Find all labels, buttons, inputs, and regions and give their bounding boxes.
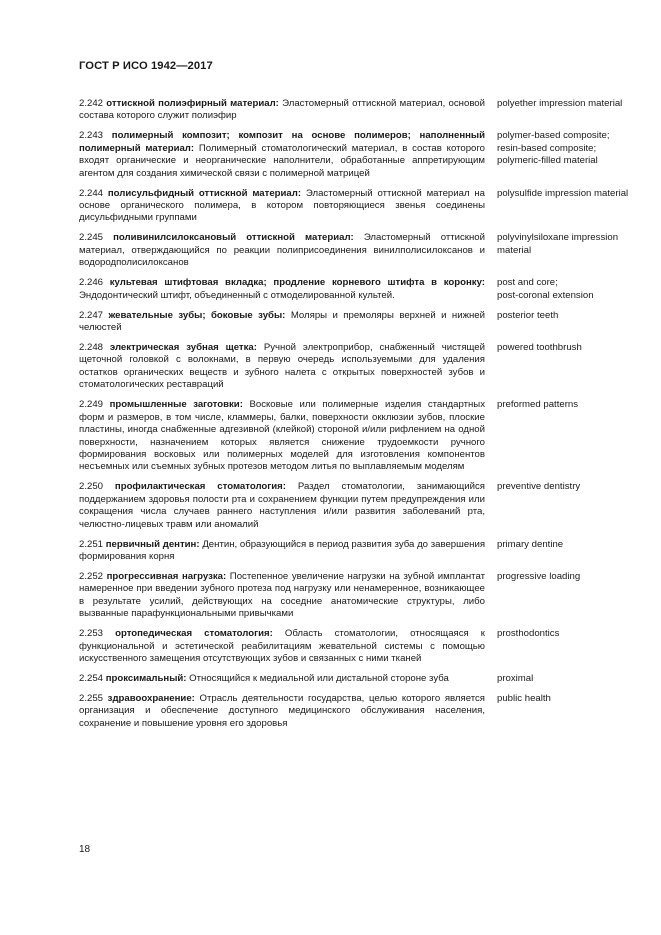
term-definition-ru (79, 399, 485, 473)
term-definition: Постепенное увеличение нагрузки на зубной имплантат намеренное при введении зубного протеза под нагрузку или ненамеренное, возникающее в результате усилий, действующих на соседние анатомические структуры, либо вызванные парафункциональными привычками (79, 570, 485, 620)
term-definition-ru (79, 310, 485, 335)
term-number: 2.247 (79, 309, 104, 321)
term-english: powered toothbrush (497, 342, 582, 354)
term-entry (79, 188, 639, 225)
term-definition-ru (79, 277, 485, 302)
term-number: 2.252 (79, 570, 104, 582)
term-number: 2.244 (79, 187, 104, 199)
term-english: proximal (497, 672, 534, 684)
term-definition-ru (79, 232, 485, 269)
term-definition: Относящийся к медиальной или дистальной стороне зуба (189, 672, 449, 684)
term-definition: Раздел стоматологии, занимающийся поддержанием здоровья полости рта и сохранением функции путем предупреждения или сокращения числа случаев раннего наступления и/или развития заболеваний рта, челюстно-лицевых травм или аномалий (79, 481, 485, 530)
term-number: 2.250 (79, 481, 104, 493)
term-number: 2.242 (79, 98, 104, 109)
term-name: прогрессивная нагрузка: (106, 570, 227, 582)
term-entry (79, 693, 639, 730)
term-entry (79, 130, 639, 180)
term-english: preformed patterns (497, 399, 579, 411)
term-name: поливинилсилоксановый оттискной материал: (113, 232, 354, 244)
term-english: post and core; post-coronal extension (497, 277, 594, 301)
term-name: первичный дентин: (105, 538, 200, 550)
term-definition-ru (79, 130, 485, 180)
term-english: polyether impression material (497, 98, 623, 109)
term-definition-ru (79, 693, 485, 730)
term-definition: Полимерный стоматологический материал, в состав которого входят органические и неорганические наполнители, обработанные аппретирующим агентом для создания химической связи с полимерной матрицей (79, 142, 485, 179)
term-entry (79, 399, 639, 473)
term-definition: Эластомерный оттискной материал, основой состава которого служит полиэфир (79, 98, 486, 122)
term-definition: Дентин, образующийся в период развития зуба до завершения формирования корня (79, 538, 486, 562)
term-definition: Ручной электроприбор, снабженный чистящей щеточной головкой с волокнами, в первую очередь используемыми для удаления остатков органических веществ и зубного налета с открытых поверхностей зубов и стоматологических реставраций (79, 342, 485, 391)
term-name: культевая штифтовая вкладка; продление корневого штифта в коронку: (109, 277, 486, 289)
term-entry (79, 232, 639, 269)
term-name: ортопедическая стоматология: (115, 628, 273, 640)
term-number: 2.246 (79, 277, 104, 289)
term-definition-ru (79, 481, 485, 531)
term-number: 2.243 (79, 130, 104, 142)
page-number: 18 (79, 844, 91, 855)
document-header: ГОСТ Р ИСО 1942—2017 (79, 60, 213, 72)
term-entry (79, 628, 639, 665)
term-number: 2.245 (79, 232, 104, 244)
term-name: профилактическая стоматология: (114, 481, 286, 493)
term-entry (79, 277, 639, 302)
term-name: проксимальный: (105, 672, 187, 684)
term-number: 2.254 (79, 672, 104, 684)
term-definition: Восковые или полимерные изделия стандартных форм и размеров, в том числе, кламмеры, балки, поверхности окклюзии зубов, плоские пластины, иногда снабженные адгезивной (клейкой) стороной и/или рифлением на одной поверхности, назначением которых является снижение трудоемкости ручного формирования восковых или полимерных моделей для изготовления компонентов несъемных или съемных зубных протезов методом литья по выплавляемым моделям (79, 399, 485, 473)
term-entry (79, 98, 639, 123)
term-definition: Область стоматологии, относящаяся к функциональной и эстетической реабилитациям жевательной системы с помощью искусственного замещения отсутствующих зубов и связанных с ними тканей (79, 628, 485, 664)
term-english: polysulfide impression material (497, 187, 629, 199)
terms-list (79, 98, 639, 738)
term-english: polyvinylsiloxane impression material (497, 232, 619, 256)
term-name: оттискной полиэфирный материал: (106, 98, 279, 109)
term-definition-ru (79, 342, 485, 392)
term-english: polymer-based composite; resin-based composite; polymeric-filled material (497, 130, 610, 167)
term-definition: Эластомерный оттискной материал на основе органического полимера, в котором повторяющиеся звенья соединены дисульфидными группами (79, 187, 486, 224)
term-definition: Эндодонтический штифт, объединенный с отмоделированной культей. (79, 289, 395, 301)
term-number: 2.253 (79, 628, 104, 640)
term-definition-ru (79, 188, 485, 225)
term-number: 2.248 (79, 342, 104, 354)
term-definition-ru (79, 98, 485, 123)
term-english: preventive dentistry (497, 481, 581, 493)
term-definition-ru (79, 628, 485, 665)
term-number: 2.249 (79, 399, 104, 411)
term-entry (79, 539, 639, 564)
term-entry (79, 310, 639, 335)
term-entry (79, 481, 639, 531)
term-definition-ru (79, 673, 485, 685)
term-name: электрическая зубная щетка: (109, 342, 257, 354)
term-definition: Моляры и премоляры верхней и нижней челюстей (79, 309, 485, 334)
term-english: posterior teeth (497, 309, 559, 321)
term-definition: Отрасль деятельности государства, целью которого является организация и обеспечение доступного медицинского обслуживания населения, сохранение и повышение уровня его здоровья (79, 692, 485, 729)
term-entry (79, 342, 639, 392)
term-name: полисульфидный оттискной материал: (107, 187, 302, 199)
term-definition-ru (79, 539, 485, 564)
term-definition: Эластомерный оттискной материал, отверждающийся по реакции полиприсоединения винилполисилоксанов и водородполисилоксанов (79, 232, 485, 269)
term-english: progressive loading (497, 570, 581, 582)
term-name: жевательные зубы; боковые зубы: (108, 309, 286, 321)
term-entry (79, 673, 639, 685)
term-entry (79, 571, 639, 621)
term-english: public health (497, 692, 551, 704)
term-english: primary dentine (497, 538, 564, 550)
term-number: 2.255 (79, 692, 104, 704)
term-name: здравоохранение: (107, 692, 195, 704)
term-definition-ru (79, 571, 485, 621)
term-english: prosthodontics (497, 628, 560, 640)
term-name: промышленные заготовки: (109, 399, 243, 411)
term-number: 2.251 (79, 538, 104, 550)
term-name: полимерный композит; композит на основе полимеров; наполненный полимерный материал: (79, 130, 485, 154)
